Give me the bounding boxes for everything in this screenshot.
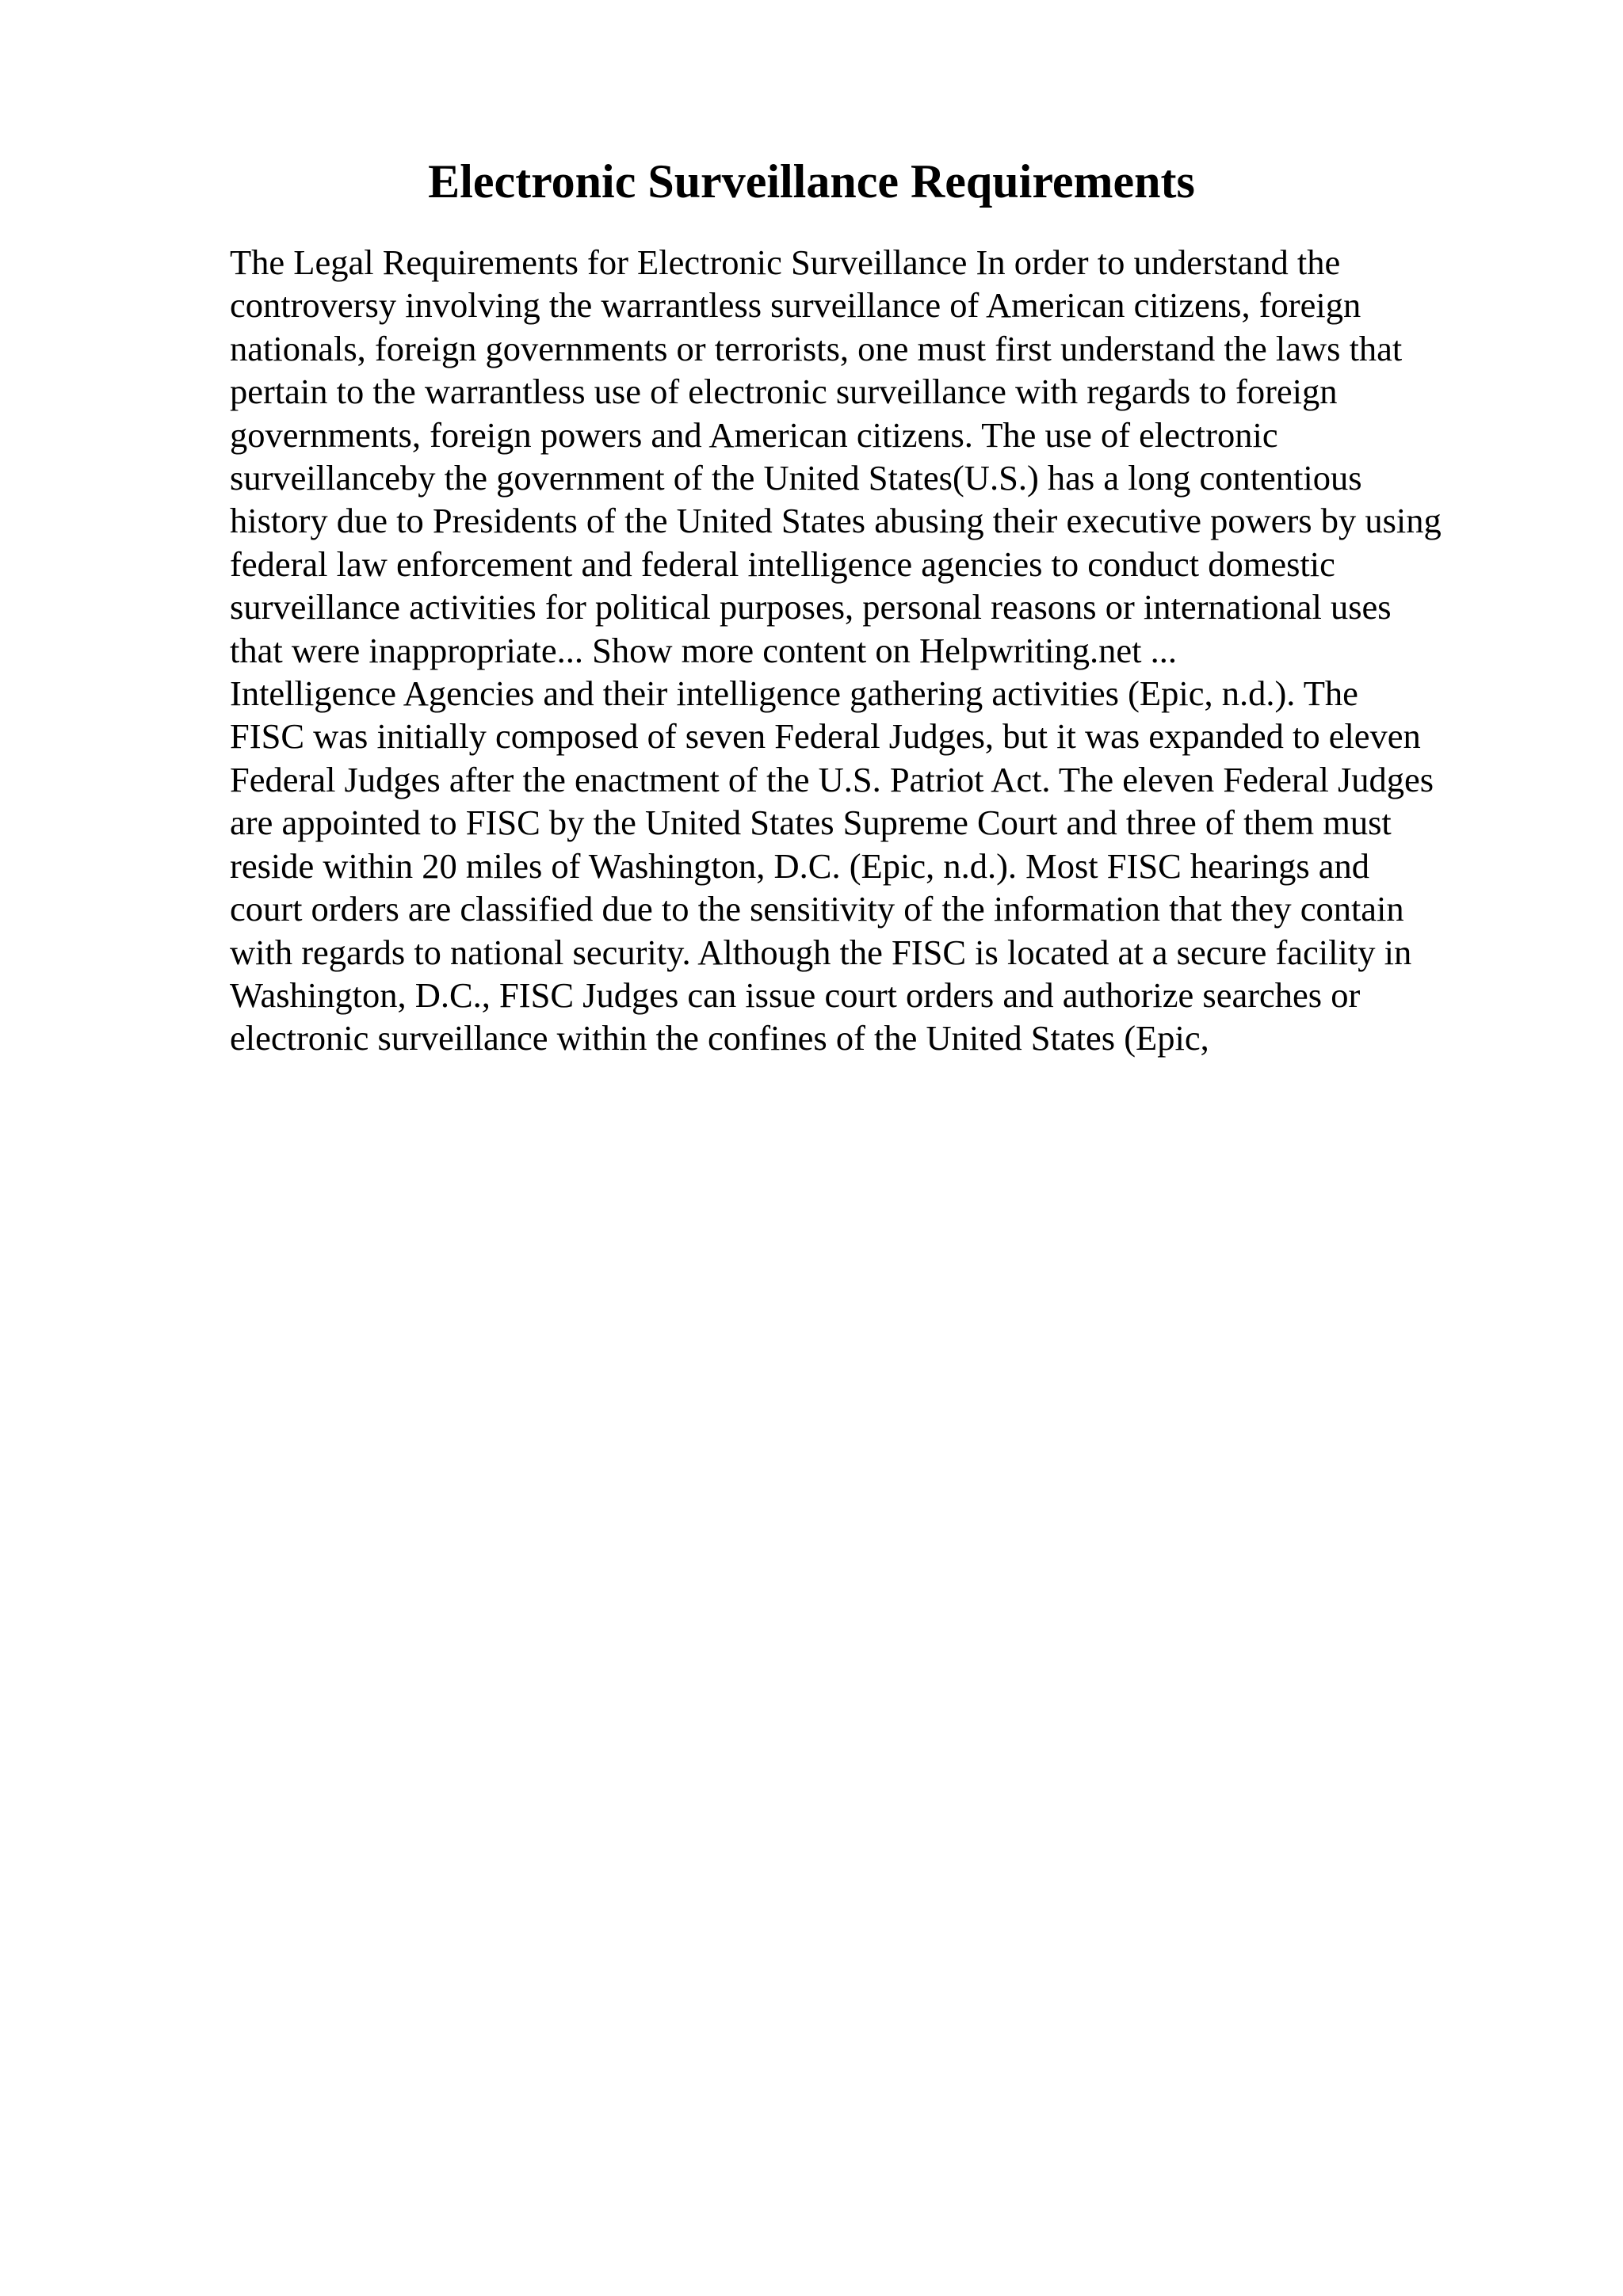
body-line: controversy involving the warrantless surveillance of American citizens, foreign — [230, 285, 1361, 326]
body-line: that were inappropriate... Show more content on Helpwriting.net ... — [230, 630, 1178, 670]
body-line: FISC was initially composed of seven Federal Judges, but it was expanded to eleven — [230, 716, 1421, 757]
body-line: federal law enforcement and federal intelligence agencies to conduct domestic — [230, 543, 1335, 584]
body-line: The Legal Requirements for Electronic Surveillance In order to understand the — [230, 242, 1341, 282]
body-line: are appointed to FISC by the United States Supreme Court and three of them must — [230, 803, 1392, 843]
body-line: pertain to the warrantless use of electronic surveillance with regards to foreign — [230, 372, 1338, 412]
body-line: Washington, D.C., FISC Judges can issue court orders and authorize searches or — [230, 974, 1361, 1015]
body-line: reside within 20 miles of Washington, D.C. (Epic, n.d.). Most FISC hearings and — [230, 845, 1370, 886]
body-line: with regards to national security. Although the FISC is located at a secure facility in — [230, 932, 1412, 972]
body-line: governments, foreign powers and American citizens. The use of electronic — [230, 414, 1278, 455]
body-line: surveillance activities for political purposes, personal reasons or international uses — [230, 587, 1392, 627]
document-title: Electronic Surveillance Requirements — [428, 155, 1195, 208]
body-line: court orders are classified due to the sensitivity of the information that they contain — [230, 889, 1404, 929]
document-body — [230, 241, 1514, 1060]
body-line: surveillanceby the government of the United States(U.S.) has a long contentious — [230, 458, 1362, 498]
body-line: history due to Presidents of the United States abusing their executive powers by using — [230, 501, 1442, 541]
body-line: nationals, foreign governments or terrorists, one must first understand the laws that — [230, 328, 1403, 368]
body-line: electronic surveillance within the confines of the United States (Epic, — [230, 1018, 1209, 1058]
body-line: Federal Judges after the enactment of the U.S. Patriot Act. The eleven Federal Judges — [230, 759, 1434, 799]
body-line: Intelligence Agencies and their intelligence gathering activities (Epic, n.d.). The — [230, 673, 1358, 714]
